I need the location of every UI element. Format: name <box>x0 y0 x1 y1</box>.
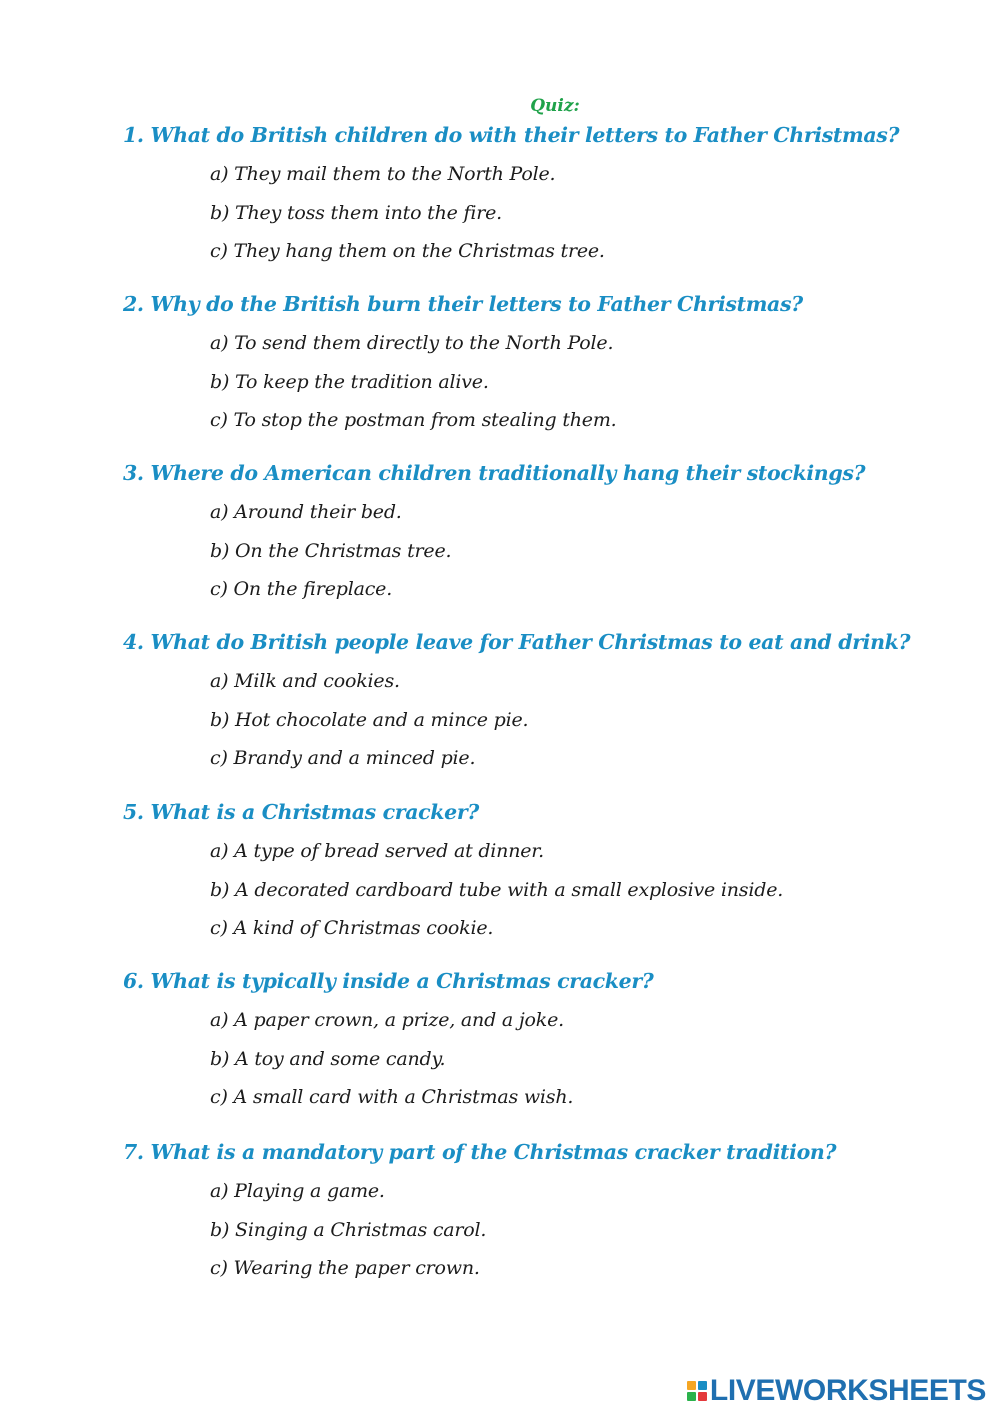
option-c[interactable]: c) A kind of Christmas cookie. <box>210 917 494 939</box>
option-c[interactable]: c) They hang them on the Christmas tree. <box>210 240 605 262</box>
option-a[interactable]: a) Playing a game. <box>210 1180 385 1202</box>
option-b[interactable]: b) A decorated cardboard tube with a small explosive inside. <box>210 879 784 901</box>
option-c[interactable]: c) On the fireplace. <box>210 578 393 600</box>
option-b[interactable]: b) To keep the tradition alive. <box>210 371 489 393</box>
option-b[interactable]: b) On the Christmas tree. <box>210 540 452 562</box>
quiz-title: Quiz: <box>530 96 580 116</box>
option-a[interactable]: a) They mail them to the North Pole. <box>210 163 556 185</box>
question-text: 7. What is a mandatory part of the Christmas cracker tradition? <box>123 1140 837 1164</box>
liveworksheets-logo-icon <box>687 1381 707 1401</box>
option-b[interactable]: b) A toy and some candy. <box>210 1048 446 1070</box>
option-a[interactable]: a) A paper crown, a prize, and a joke. <box>210 1009 564 1031</box>
option-b[interactable]: b) They toss them into the fire. <box>210 202 502 224</box>
option-b[interactable]: b) Singing a Christmas carol. <box>210 1219 487 1241</box>
brand-name: LIVEWORKSHEETS <box>709 1374 986 1407</box>
question-text: 2. Why do the British burn their letters to Father Christmas? <box>123 292 803 316</box>
option-b[interactable]: b) Hot chocolate and a mince pie. <box>210 709 529 731</box>
option-c[interactable]: c) Brandy and a minced pie. <box>210 747 476 769</box>
option-a[interactable]: a) Milk and cookies. <box>210 670 400 692</box>
question-text: 4. What do British people leave for Father Christmas to eat and drink? <box>123 630 911 654</box>
option-a[interactable]: a) A type of bread served at dinner. <box>210 840 544 862</box>
question-text: 6. What is typically inside a Christmas cracker? <box>123 969 654 993</box>
option-c[interactable]: c) A small card with a Christmas wish. <box>210 1086 574 1108</box>
question-text: 5. What is a Christmas cracker? <box>123 800 479 824</box>
option-a[interactable]: a) To send them directly to the North Pole. <box>210 332 614 354</box>
option-c[interactable]: c) To stop the postman from stealing them. <box>210 409 617 431</box>
question-text: 1. What do British children do with their letters to Father Christmas? <box>123 123 900 147</box>
option-c[interactable]: c) Wearing the paper crown. <box>210 1257 480 1279</box>
liveworksheets-brand[interactable] <box>687 1376 986 1406</box>
option-a[interactable]: a) Around their bed. <box>210 501 402 523</box>
question-text: 3. Where do American children traditionally hang their stockings? <box>123 461 866 485</box>
